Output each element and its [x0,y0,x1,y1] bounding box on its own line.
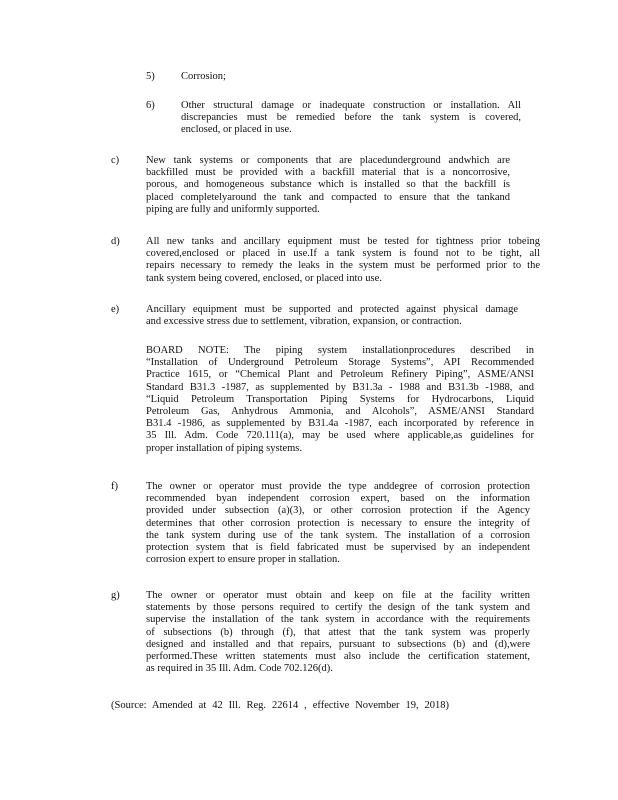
text-line: provided under subsection (a)(3), or other corrosion protection if the Agency [146,505,530,517]
text-line: 35 Ill. Adm. Code 720.111(a), may be used where applicable,as guidelines for [146,430,534,442]
item-d-text [146,236,540,285]
text-line: “Liquid Petroleum Transportation Piping Systems for Hydrocarbons, Liquid [146,393,534,405]
item-c-text [146,155,510,216]
item-5-text [181,71,511,83]
text-line: Practice 1615, or “Chemical Plant and Petroleum Refinery Piping”, ASME/ANSI [146,369,534,381]
text-line: “Installation of Underground Petroleum Storage Systems”, API Recommended [146,357,534,369]
text-line: placed completelyaround the tank and compacted to ensure that the tankand [146,191,510,203]
text-line: BOARD NOTE: The piping system installationprocedures described in [146,345,534,356]
text-line: Standard B31.3 -1987, as supplemented by B31.3a - 1988 and B31.3b -1988, and [146,381,534,393]
item-label-f: f) [111,481,118,492]
text-line: designed and installed and that repairs, pursuant to subsections (b) and (d),were [146,638,530,650]
text-line: Other structural damage or inadequate construction or installation. All [181,100,521,111]
text-line: recommended byan independent corrosion expert, based on the information [146,493,530,505]
text-line: (Source: Amended at 42 Ill. Reg. 22614 , effective November 19, 2018) [111,700,449,711]
item-label-g: g) [111,590,120,601]
text-line: discrepancies must be remedied before the tank system is covered, [181,112,521,124]
item-e-text [146,304,518,328]
text-line: Ancillary equipment must be supported and protected against physical damage [146,304,518,315]
text-line: as required in 35 Ill. Adm. Code 702.126(d). [146,663,333,675]
text-line: determines that other corrosion protection is necessary to ensure the integrity of [146,517,530,529]
text-line: Petroleum Gas, Anhydrous Ammonia, and Alcohols”, ASME/ANSI Standard [146,406,534,418]
text-line: and excessive stress due to settlement, vibration, expansion, or contraction. [146,316,462,328]
item-f-text [146,481,530,566]
item-label-5: 5) [146,71,155,82]
item-label-e: e) [111,304,120,315]
source-note [111,700,449,712]
text-line: performed.These written statements must also include the certification statement, [146,651,530,663]
text-line: supervise the installation of the tank system in accordance with the requirements [146,614,530,626]
board-note [146,345,534,455]
text-line: The owner or operator must provide the type anddegree of corrosion protection [146,481,530,492]
text-line: statements by those persons required to certify the design of the tank system and [146,602,530,614]
text-line: backfilled must be provided with a backfill material that is a noncorrosive, [146,167,510,179]
text-line: proper installation of piping systems. [146,442,303,454]
item-label-6: 6) [146,100,155,111]
item-6-text [181,100,521,137]
text-line: All new tanks and ancillary equipment must be tested for tightness prior tobeing [146,236,540,247]
text-line: of subsections (b) through (f), that attest that the tank system was properly [146,626,530,638]
text-line: covered,enclosed or placed in use.If a tank system is found not to be tight, all [146,248,540,260]
text-line: tank system being covered, enclosed, or placed into use. [146,272,382,284]
text-line: porous, and homogeneous substance which is installed so that the backfill is [146,179,510,191]
text-line: piping are fully and uniformly supported. [146,203,320,215]
item-label-d: d) [111,236,120,247]
text-line: New tank systems or components that are placedunderground andwhich are [146,155,510,166]
text-line: protection system that is field fabricated must be supervised by an independent [146,542,530,554]
text-line: Corrosion; [181,71,226,82]
text-line: corrosion expert to ensure proper in stallation. [146,554,340,566]
text-line: the tank system during use of the tank system. The installation of a corrosion [146,529,530,541]
text-line: The owner or operator must obtain and keep on file at the facility written [146,590,530,601]
item-label-c: c) [111,155,120,166]
text-line: B31.4 -1986, as supplemented by B31.4a -1987, each incorporated by reference in [146,418,534,430]
text-line: repairs necessary to remedy the leaks in the system must be performed prior to the [146,260,540,272]
item-g-text [146,590,530,675]
text-line: enclosed, or placed in use. [181,124,292,136]
